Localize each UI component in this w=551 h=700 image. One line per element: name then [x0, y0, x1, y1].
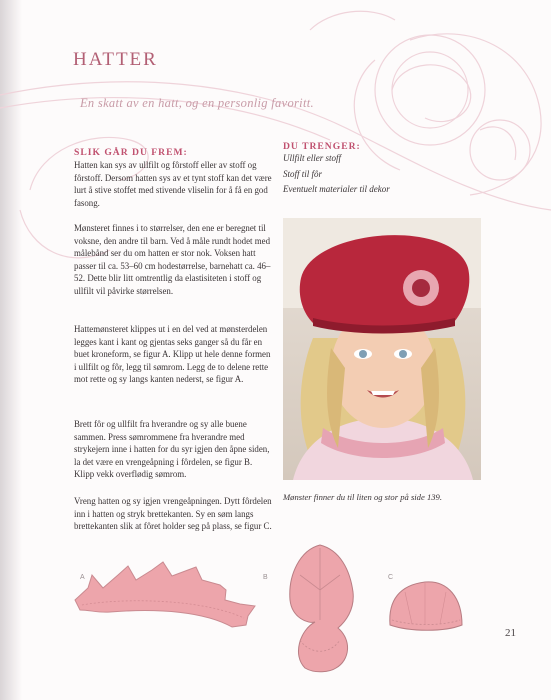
needs-heading: DU TRENGER: — [283, 141, 361, 152]
figure-b-label: B — [263, 574, 268, 581]
method-paragraph-4: Brett fôr og ullfilt fra hverandre og sy alle buene sammen. Press sømrommene fra hverandre med strykejern inne i hatten for du syr igjen den åpne siden, la det være en vrengeåpning i fôrdelen, se figur B. Klipp vekk overflødig sømrom. — [74, 419, 270, 479]
method-paragraph-3: Hattemønsteret klippes ut i en del ved at mønsterdelen legges kant i kant og gjentas seks ganger så du får en buet kroneform, se figur A. Klipp ut hele denne formen i ullfilt og fôr, legg til sømrom. Legg de to delene rette mot rette og sy langs kanten nederst, se figur A. — [74, 324, 271, 384]
method-paragraph-1: Hatten kan sys av ullfilt og fôrstoff eller av stoff og fôrstoff. Dersom hatten sys av et tynt stoff kan det være lurt å stive stoffet med stivende vliselin for å få en god fasong. — [74, 160, 272, 208]
photo-caption: Mønster finner du til liten og stor på side 139. — [283, 492, 442, 502]
figure-b-sewn-pattern — [290, 545, 353, 672]
method-paragraph-2: Mønsteret finnes i to størrelser, den ene er beregnet til voksne, den andre til barn. Ved å måle rundt hodet med målebånd ser du om hatten er stor nok. Voksen hatt passer til ca. 53–60 cm hodestørrelse, barnehatt ca. 46–52. Dette blir litt omtrentlig da elastisiteten i stoff og ullfilt vil påvirke størrelsen. — [74, 223, 271, 296]
page-number: 21 — [505, 627, 516, 639]
needs-item: Ullfilt eller stoff — [283, 153, 341, 163]
figure-c-finished-hat — [390, 582, 462, 630]
figure-a-label: A — [80, 574, 85, 581]
method-paragraph-5: Vreng hatten og sy igjen vrengeåpningen. Dytt fôrdelen inn i hatten og stryk brettekanten. Sy en søm langs brettekanten slik at fôret holder seg på plass, se figur C. — [74, 496, 272, 531]
needs-item: Eventuelt materialer til dekor — [283, 184, 390, 194]
figure-a-crown-pattern — [75, 562, 255, 627]
page-subtitle: En skatt av en hatt, og en personlig favoritt. — [80, 96, 314, 110]
method-heading: SLIK GÅR DU FREM: — [74, 147, 188, 158]
page-title: HATTER — [73, 49, 158, 70]
needs-item: Stoff til fôr — [283, 168, 323, 179]
figure-c-label: C — [388, 574, 394, 581]
